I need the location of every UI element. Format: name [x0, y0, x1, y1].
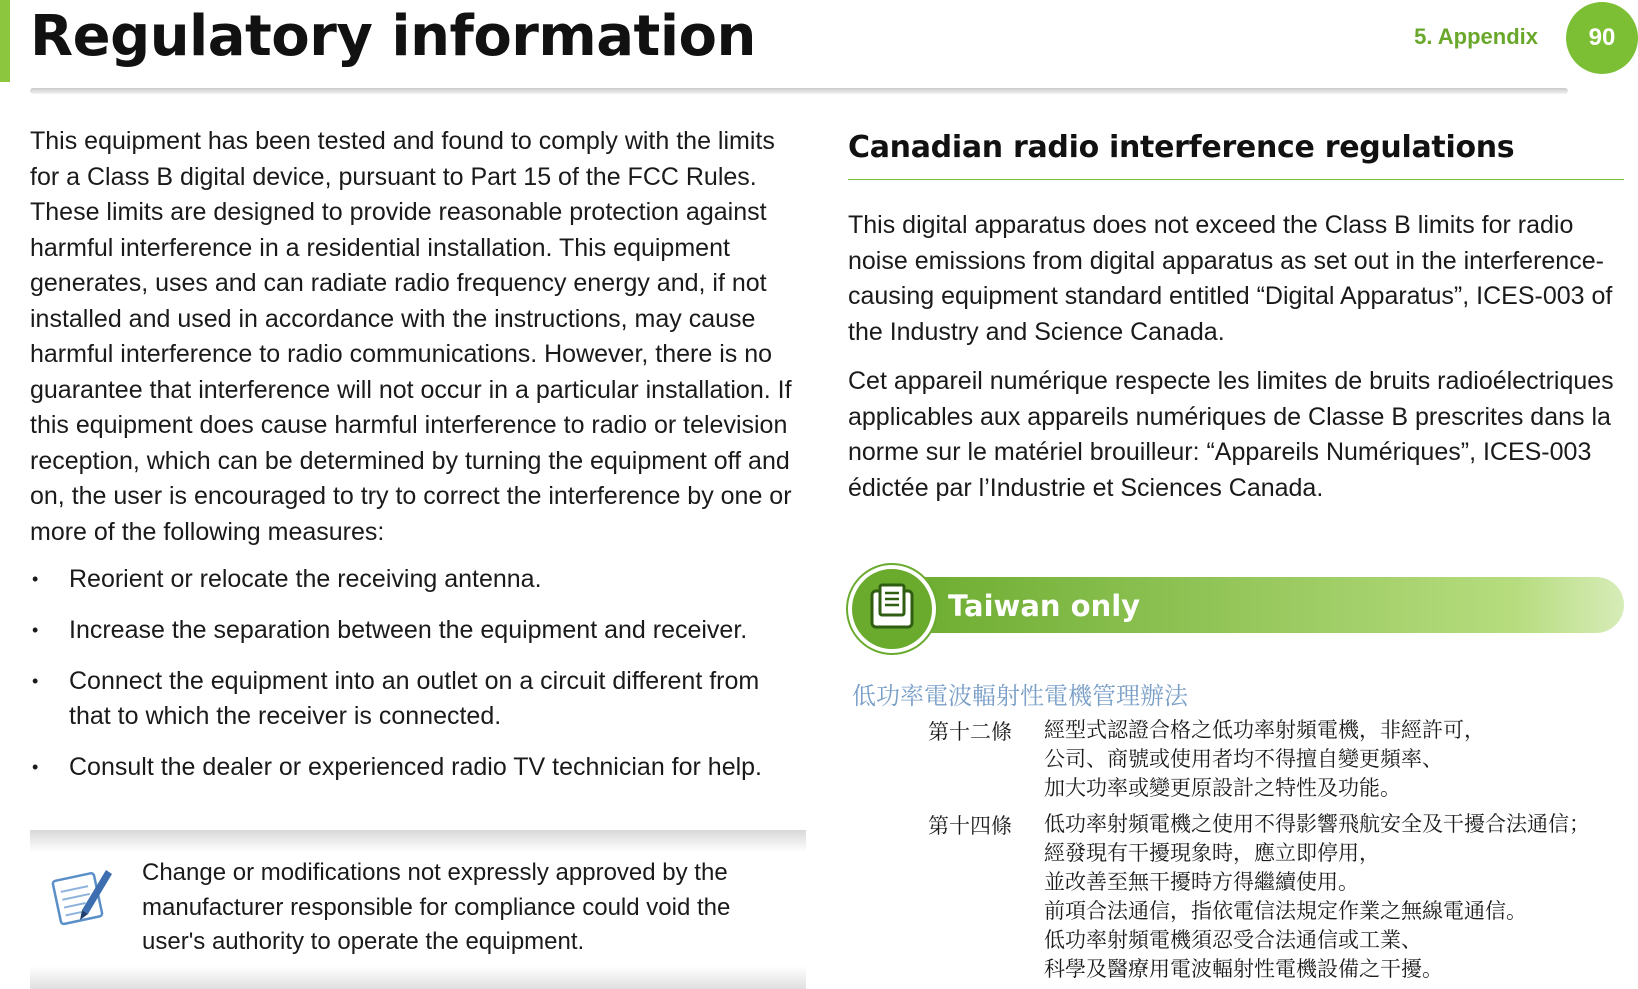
document-icon — [866, 581, 918, 637]
list-item: • Increase the separation between the equipment and receiver. — [30, 613, 806, 648]
bullet-marker: • — [32, 671, 39, 691]
bullet-marker: • — [32, 757, 39, 777]
canada-english-paragraph: This digital apparatus does not exceed the Class B limits for radio noise emissions from digital apparatus as set out in the interference-causing equipment standard entitled “Digital Apparatus”, ICES-003 of the Industry and Science Canada. — [848, 211, 1613, 346]
page-title: Regulatory information — [30, 4, 756, 69]
list-item: • Connect the equipment into an outlet on a circuit different from that to which the receiver is connected. — [30, 664, 806, 734]
taiwan-section-title: Taiwan only — [948, 589, 1141, 623]
canada-french-paragraph: Cet appareil numérique respecte les limites de bruits radioélectriques applicables aux appareils numériques de Classe B prescrites dans la norme sur le matériel brouilleur: “Appareils Numériques”, ICES-003 édictée par l’Industrie et Sciences Canada. — [848, 367, 1614, 502]
bullet-marker: • — [32, 620, 39, 640]
chapter-label: 5. Appendix — [1414, 24, 1538, 49]
header-accent-bar — [0, 0, 10, 82]
pen-note-icon — [44, 860, 116, 932]
taiwan-section-header — [848, 565, 1624, 661]
list-item: • Reorient or relocate the receiving antenna. — [30, 562, 806, 597]
taiwan-icon-badge — [848, 565, 936, 653]
taiwan-regulation-heading: 低功率電波輻射性電機管理辦法 — [852, 682, 1188, 710]
article-12-label: 第十二條 — [928, 720, 1012, 744]
article-12-text: 經型式認證合格之低功率射頻電機，非經許可， 公司、商號或使用者均不得擅自變更頻率、 加大功率或變更原設計之特性及功能。 — [1044, 718, 1485, 800]
right-column — [848, 130, 1624, 506]
measures-list — [30, 562, 806, 785]
left-column — [30, 124, 806, 801]
list-item: • Consult the dealer or experienced radio TV technician for help. — [30, 750, 806, 785]
article-14-label: 第十四條 — [928, 814, 1012, 838]
article-14-text: 低功率射頻電機之使用不得影響飛航安全及干擾合法通信； 經發現有干擾現象時，應立即停用， 並改善至無干擾時方得繼續使用。 前項合法通信，指依電信法規定作業之無線電通信。 低功率射頻電機須忍受合法通信或工業、 科學及醫療用電波輻射性電機設備之干擾。 — [1044, 812, 1590, 981]
section-divider — [848, 179, 1624, 180]
note-box — [30, 830, 806, 989]
note-text: Change or modifications not expressly approved by the manufacturer responsible for compliance could void the user's authority to operate the equipment. — [142, 859, 731, 955]
header-divider — [30, 88, 1568, 94]
fcc-intro-paragraph: This equipment has been tested and found to comply with the limits for a Class B digital device, pursuant to Part 15 of the FCC Rules. These limits are designed to provide reasonable protection against harmful interference in a residential installation. This equipment generates, uses and can radiate radio frequency energy and, if not installed and used in accordance with the instructions, may cause harmful interference to radio communications. However, there is no guarantee that interference will not occur in a particular installation. If this equipment does cause harmful interference to radio or television reception, which can be determined by turning the equipment off and on, the user is encouraged to try to correct the interference by one or more of the following measures: — [30, 127, 792, 546]
page-number-badge: 90 — [1566, 2, 1638, 74]
canada-section-title: Canadian radio interference regulations — [848, 130, 1515, 165]
bullet-marker: • — [32, 569, 39, 589]
